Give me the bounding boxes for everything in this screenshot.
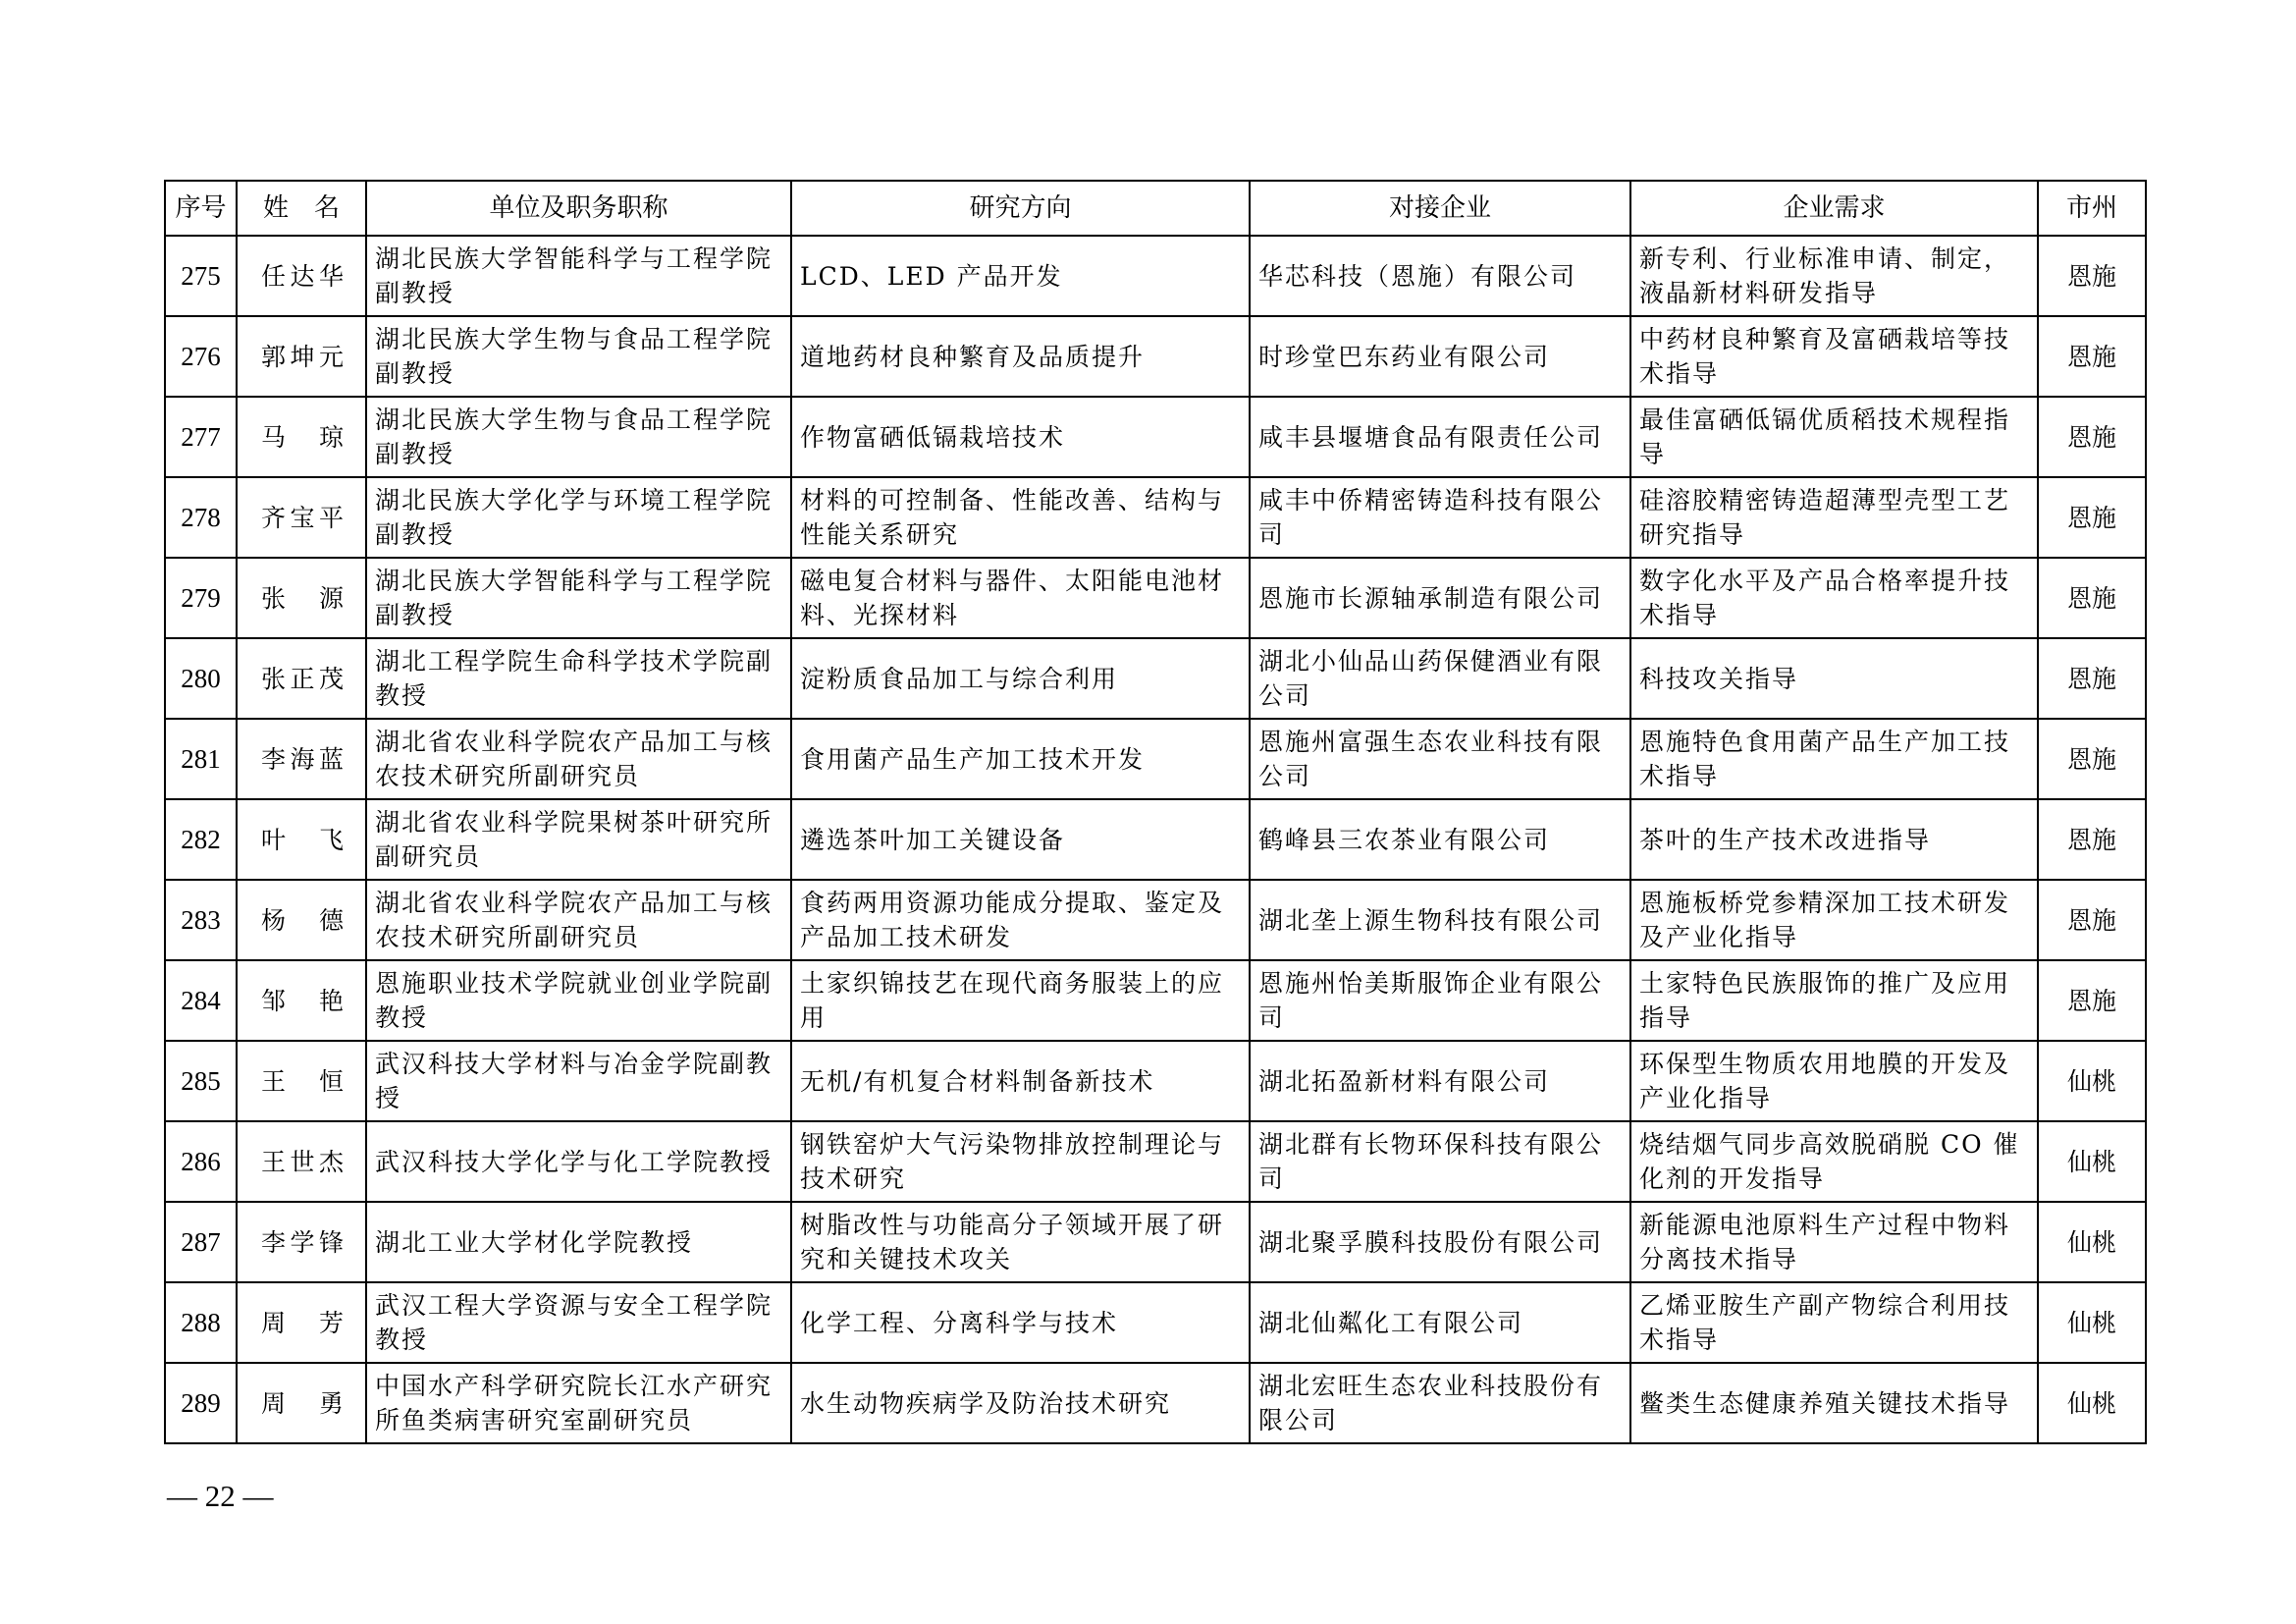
cell-partner-company: 恩施州富强生态农业科技有限公司	[1250, 719, 1630, 799]
cell-research-direction: 磁电复合材料与器件、太阳能电池材料、光探材料	[791, 558, 1250, 638]
cell-city: 恩施	[2038, 799, 2146, 880]
cell-unit-title: 湖北民族大学智能科学与工程学院副教授	[366, 236, 791, 316]
cell-research-direction: LCD、LED 产品开发	[791, 236, 1250, 316]
cell-serial-number: 286	[165, 1121, 237, 1202]
cell-name: 邹艳	[237, 960, 366, 1041]
cell-partner-company: 湖北拓盈新材料有限公司	[1250, 1041, 1630, 1121]
header-serial-number: 序号	[165, 181, 237, 236]
table-row	[165, 638, 2146, 719]
cell-partner-company: 咸丰中侨精密铸造科技有限公司	[1250, 477, 1630, 558]
table-row	[165, 316, 2146, 397]
expert-table	[164, 180, 2147, 1444]
cell-unit-title: 湖北省农业科学院农产品加工与核农技术研究所副研究员	[366, 719, 791, 799]
cell-company-need: 最佳富硒低镉优质稻技术规程指导	[1630, 397, 2038, 477]
cell-serial-number: 275	[165, 236, 237, 316]
cell-name: 齐宝平	[237, 477, 366, 558]
cell-company-need: 环保型生物质农用地膜的开发及产业化指导	[1630, 1041, 2038, 1121]
header-unit-title: 单位及职务职称	[366, 181, 791, 236]
cell-partner-company: 湖北聚孚膜科技股份有限公司	[1250, 1202, 1630, 1282]
cell-company-need: 数字化水平及产品合格率提升技术指导	[1630, 558, 2038, 638]
cell-name: 郭坤元	[237, 316, 366, 397]
table-row	[165, 397, 2146, 477]
cell-company-need: 茶叶的生产技术改进指导	[1630, 799, 2038, 880]
table-row	[165, 236, 2146, 316]
header-company-need: 企业需求	[1630, 181, 2038, 236]
cell-city: 恩施	[2038, 558, 2146, 638]
header-name: 姓 名	[237, 181, 366, 236]
table-row	[165, 1363, 2146, 1443]
cell-city: 恩施	[2038, 316, 2146, 397]
cell-research-direction: 食药两用资源功能成分提取、鉴定及产品加工技术研发	[791, 880, 1250, 960]
table-row	[165, 799, 2146, 880]
cell-company-need: 恩施特色食用菌产品生产加工技术指导	[1630, 719, 2038, 799]
cell-city: 仙桃	[2038, 1363, 2146, 1443]
cell-serial-number: 287	[165, 1202, 237, 1282]
cell-unit-title: 中国水产科学研究院长江水产研究所鱼类病害研究室副研究员	[366, 1363, 791, 1443]
cell-unit-title: 湖北工业大学材化学院教授	[366, 1202, 791, 1282]
cell-name: 杨德	[237, 880, 366, 960]
cell-research-direction: 树脂改性与功能高分子领域开展了研究和关键技术攻关	[791, 1202, 1250, 1282]
cell-partner-company: 恩施州怡美斯服饰企业有限公司	[1250, 960, 1630, 1041]
cell-company-need: 科技攻关指导	[1630, 638, 2038, 719]
cell-serial-number: 283	[165, 880, 237, 960]
cell-city: 仙桃	[2038, 1282, 2146, 1363]
cell-serial-number: 289	[165, 1363, 237, 1443]
cell-research-direction: 土家织锦技艺在现代商务服装上的应用	[791, 960, 1250, 1041]
cell-partner-company: 咸丰县堰塘食品有限责任公司	[1250, 397, 1630, 477]
cell-research-direction: 食用菌产品生产加工技术开发	[791, 719, 1250, 799]
header-research-direction: 研究方向	[791, 181, 1250, 236]
table-row	[165, 880, 2146, 960]
cell-serial-number: 278	[165, 477, 237, 558]
cell-company-need: 新能源电池原料生产过程中物料分离技术指导	[1630, 1202, 2038, 1282]
cell-partner-company: 湖北小仙品山药保健酒业有限公司	[1250, 638, 1630, 719]
cell-company-need: 烧结烟气同步高效脱硝脱 CO 催化剂的开发指导	[1630, 1121, 2038, 1202]
cell-research-direction: 无机/有机复合材料制备新技术	[791, 1041, 1250, 1121]
cell-research-direction: 化学工程、分离科学与技术	[791, 1282, 1250, 1363]
cell-unit-title: 湖北民族大学生物与食品工程学院副教授	[366, 316, 791, 397]
cell-partner-company: 湖北垄上源生物科技有限公司	[1250, 880, 1630, 960]
table-row	[165, 1282, 2146, 1363]
cell-partner-company: 湖北群有长物环保科技有限公司	[1250, 1121, 1630, 1202]
page-number: — 22 —	[167, 1479, 274, 1513]
cell-company-need: 新专利、行业标准申请、制定，液晶新材料研发指导	[1630, 236, 2038, 316]
cell-name: 张源	[237, 558, 366, 638]
cell-city: 仙桃	[2038, 1121, 2146, 1202]
cell-research-direction: 作物富硒低镉栽培技术	[791, 397, 1250, 477]
cell-research-direction: 道地药材良种繁育及品质提升	[791, 316, 1250, 397]
cell-name: 任达华	[237, 236, 366, 316]
cell-partner-company: 华芯科技（恩施）有限公司	[1250, 236, 1630, 316]
cell-city: 恩施	[2038, 477, 2146, 558]
cell-company-need: 鳖类生态健康养殖关键技术指导	[1630, 1363, 2038, 1443]
cell-company-need: 土家特色民族服饰的推广及应用指导	[1630, 960, 2038, 1041]
cell-research-direction: 材料的可控制备、性能改善、结构与性能关系研究	[791, 477, 1250, 558]
cell-partner-company: 湖北仙粼化工有限公司	[1250, 1282, 1630, 1363]
cell-unit-title: 武汉科技大学材料与冶金学院副教授	[366, 1041, 791, 1121]
cell-unit-title: 湖北工程学院生命科学技术学院副教授	[366, 638, 791, 719]
cell-serial-number: 284	[165, 960, 237, 1041]
cell-unit-title: 湖北省农业科学院农产品加工与核农技术研究所副研究员	[366, 880, 791, 960]
cell-city: 恩施	[2038, 638, 2146, 719]
cell-serial-number: 282	[165, 799, 237, 880]
cell-unit-title: 湖北民族大学生物与食品工程学院副教授	[366, 397, 791, 477]
cell-serial-number: 279	[165, 558, 237, 638]
table-header-row	[165, 181, 2146, 236]
cell-company-need: 硅溶胶精密铸造超薄型壳型工艺研究指导	[1630, 477, 2038, 558]
cell-company-need: 恩施板桥党参精深加工技术研发及产业化指导	[1630, 880, 2038, 960]
cell-name: 王世杰	[237, 1121, 366, 1202]
cell-unit-title: 恩施职业技术学院就业创业学院副教授	[366, 960, 791, 1041]
cell-research-direction: 淀粉质食品加工与综合利用	[791, 638, 1250, 719]
cell-unit-title: 武汉科技大学化学与化工学院教授	[366, 1121, 791, 1202]
cell-name: 张正茂	[237, 638, 366, 719]
cell-serial-number: 288	[165, 1282, 237, 1363]
cell-unit-title: 湖北省农业科学院果树茶叶研究所副研究员	[366, 799, 791, 880]
cell-city: 仙桃	[2038, 1041, 2146, 1121]
expert-table-container	[164, 180, 2145, 1444]
cell-name: 李学锋	[237, 1202, 366, 1282]
table-row	[165, 719, 2146, 799]
cell-partner-company: 湖北宏旺生态农业科技股份有限公司	[1250, 1363, 1630, 1443]
cell-name: 周勇	[237, 1363, 366, 1443]
cell-company-need: 乙烯亚胺生产副产物综合利用技术指导	[1630, 1282, 2038, 1363]
cell-company-need: 中药材良种繁育及富硒栽培等技术指导	[1630, 316, 2038, 397]
cell-serial-number: 285	[165, 1041, 237, 1121]
cell-city: 恩施	[2038, 397, 2146, 477]
cell-partner-company: 恩施市长源轴承制造有限公司	[1250, 558, 1630, 638]
cell-city: 恩施	[2038, 960, 2146, 1041]
cell-unit-title: 湖北民族大学智能科学与工程学院副教授	[366, 558, 791, 638]
table-row	[165, 558, 2146, 638]
cell-city: 仙桃	[2038, 1202, 2146, 1282]
header-partner-company: 对接企业	[1250, 181, 1630, 236]
cell-name: 周芳	[237, 1282, 366, 1363]
cell-research-direction: 钢铁窑炉大气污染物排放控制理论与技术研究	[791, 1121, 1250, 1202]
cell-research-direction: 遴选茶叶加工关键设备	[791, 799, 1250, 880]
cell-city: 恩施	[2038, 719, 2146, 799]
cell-serial-number: 280	[165, 638, 237, 719]
header-city: 市州	[2038, 181, 2146, 236]
cell-name: 马琼	[237, 397, 366, 477]
table-row	[165, 477, 2146, 558]
table-row	[165, 1041, 2146, 1121]
table-body	[165, 236, 2146, 1443]
table-row	[165, 1202, 2146, 1282]
cell-name: 叶飞	[237, 799, 366, 880]
cell-city: 恩施	[2038, 880, 2146, 960]
cell-name: 王恒	[237, 1041, 366, 1121]
cell-serial-number: 277	[165, 397, 237, 477]
cell-serial-number: 276	[165, 316, 237, 397]
cell-partner-company: 鹤峰县三农茶业有限公司	[1250, 799, 1630, 880]
cell-partner-company: 时珍堂巴东药业有限公司	[1250, 316, 1630, 397]
cell-serial-number: 281	[165, 719, 237, 799]
cell-unit-title: 湖北民族大学化学与环境工程学院副教授	[366, 477, 791, 558]
table-row	[165, 1121, 2146, 1202]
cell-city: 恩施	[2038, 236, 2146, 316]
table-row	[165, 960, 2146, 1041]
cell-name: 李海蓝	[237, 719, 366, 799]
cell-unit-title: 武汉工程大学资源与安全工程学院教授	[366, 1282, 791, 1363]
cell-research-direction: 水生动物疾病学及防治技术研究	[791, 1363, 1250, 1443]
